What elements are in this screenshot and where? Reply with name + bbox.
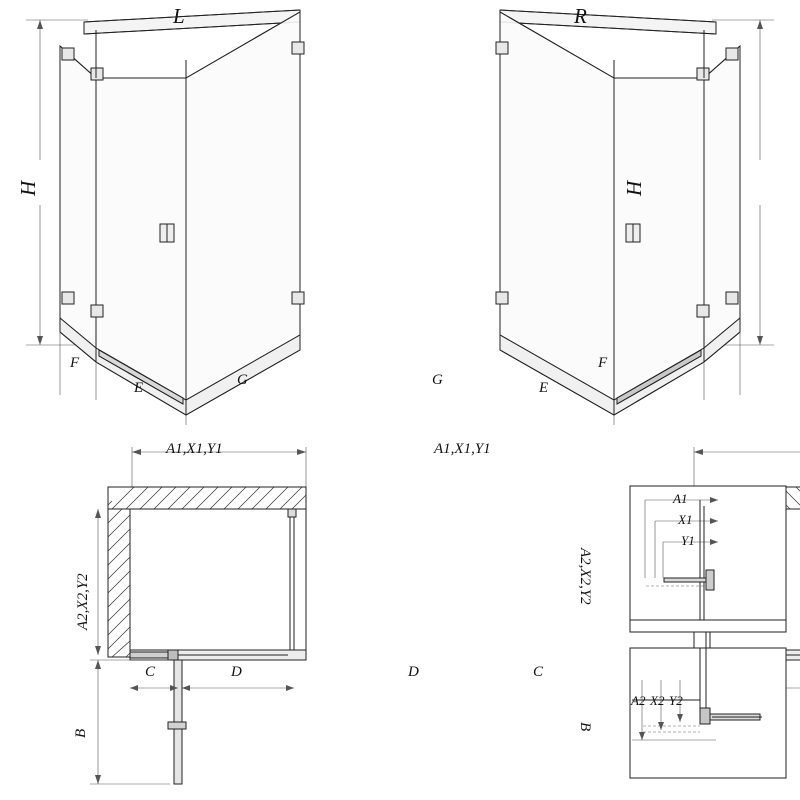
- iso-right-label-e: E: [539, 380, 549, 396]
- iso-right-label-f: F: [598, 355, 608, 371]
- iso-left-label-f: F: [70, 355, 80, 371]
- iso-view-right: [496, 10, 774, 425]
- detail-dimension-top: [630, 486, 786, 632]
- plan-right-top-dimension: A1,X1,Y1: [434, 441, 491, 457]
- detail-top-label-x1: X1: [678, 512, 693, 527]
- detail-bottom-label-a2: A2: [631, 693, 646, 708]
- iso-right-height-label: H: [622, 180, 646, 196]
- plan-right-side-dimension: A2,X2,Y2: [577, 548, 593, 605]
- plan-left-top-dimension: A1,X1,Y1: [166, 441, 223, 457]
- plan-right-label-d: D: [408, 664, 419, 680]
- iso-right-label-g: G: [432, 372, 443, 388]
- plan-left-label-c: C: [145, 664, 156, 680]
- iso-left-height-label: H: [16, 180, 40, 196]
- plan-left-side-dimension: A2,X2,Y2: [75, 573, 91, 630]
- iso-left-label-g: G: [237, 372, 248, 388]
- plan-left-door-dimension: B: [73, 728, 89, 738]
- iso-view-left: [26, 10, 304, 425]
- detail-top-label-y1: Y1: [681, 533, 695, 548]
- detail-dimension-bottom: [630, 648, 786, 778]
- plan-right-door-dimension: B: [577, 722, 593, 732]
- plan-right-label-c: C: [533, 664, 544, 680]
- view-title-right: R: [574, 4, 587, 28]
- detail-bottom-label-x2: X2: [650, 693, 665, 708]
- detail-top-label-a1: A1: [673, 491, 688, 506]
- iso-left-label-e: E: [134, 380, 144, 396]
- detail-bottom-label-y2: Y2: [669, 693, 683, 708]
- plan-left-label-d: D: [231, 664, 242, 680]
- plan-view-left: [90, 447, 306, 784]
- view-title-left: L: [173, 4, 185, 28]
